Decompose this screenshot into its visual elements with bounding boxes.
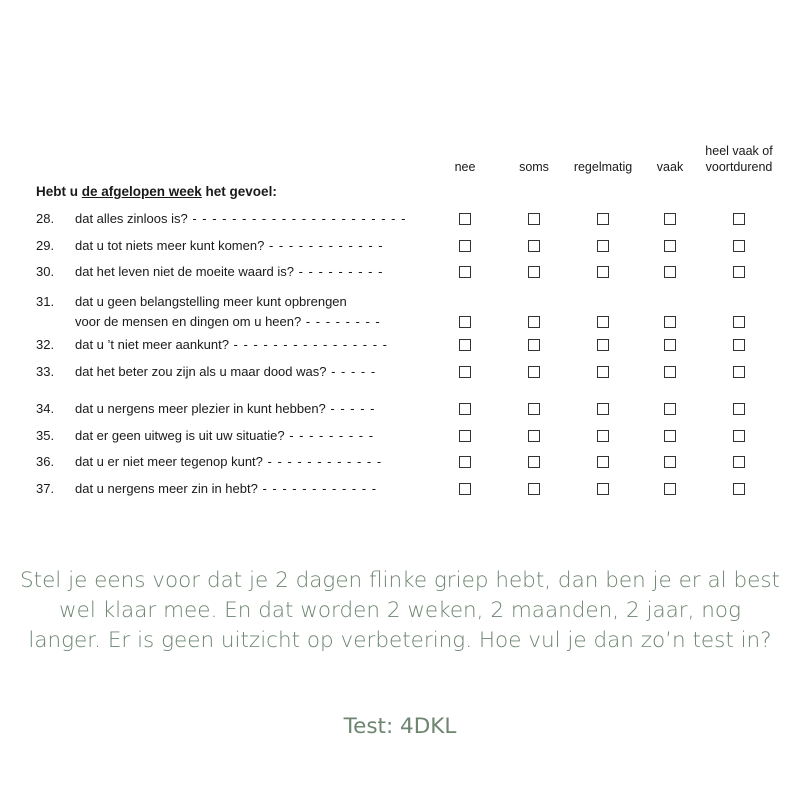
answer-checkbox-4[interactable] [664,456,676,468]
answer-checkbox-2[interactable] [528,430,540,442]
question-text-line: dat u nergens meer zin in hebt? - - - - - - - - - - - - [75,481,378,496]
column-header-line: regelmatig [573,160,633,174]
dotted-leader: - - - - - - - - [301,314,381,329]
column-header-line: vaak [656,160,684,174]
answer-checkbox-5[interactable] [733,316,745,328]
answer-checkbox-3[interactable] [597,430,609,442]
answer-checkbox-4[interactable] [664,483,676,495]
answer-checkbox-2[interactable] [528,483,540,495]
dotted-leader: - - - - - - - - - - - - [262,454,383,469]
question-text-line: dat u ’t niet meer aankunt? - - - - - - - - - - - - - - - - [75,337,388,352]
question-number: 33. [36,364,55,379]
answer-checkbox-4[interactable] [664,339,676,351]
answer-checkbox-5[interactable] [733,483,745,495]
question-number: 31. [36,294,55,309]
question-text-line: dat het beter zou zijn als u maar dood was? - - - - - [75,364,377,379]
answer-checkbox-1[interactable] [459,339,471,351]
answer-checkbox-4[interactable] [664,316,676,328]
question-text-line: dat het leven niet de moeite waard is? - - - - - - - - - [75,264,384,279]
question-text [75,362,376,382]
answer-checkbox-2[interactable] [528,316,540,328]
answer-checkbox-2[interactable] [528,339,540,351]
answer-checkbox-3[interactable] [597,316,609,328]
answer-checkbox-4[interactable] [664,266,676,278]
question-text-line: dat u geen belangstelling meer kunt opbrengen [75,294,347,309]
column-header-line: soms [519,160,549,174]
question-text [75,335,388,355]
answer-checkbox-3[interactable] [597,366,609,378]
question-number: 36. [36,454,55,469]
answer-checkbox-1[interactable] [459,483,471,495]
answer-checkbox-4[interactable] [664,366,676,378]
question-prompt: Hebt u de afgelopen week het gevoel: [36,184,277,199]
answer-checkbox-5[interactable] [733,403,745,415]
answer-checkbox-2[interactable] [528,266,540,278]
answer-checkbox-1[interactable] [459,456,471,468]
question-text-line: dat u tot niets meer kunt komen? - - - - - - - - - - - - [75,238,384,253]
answer-checkbox-1[interactable] [459,240,471,252]
column-header-line: heel vaak of [705,144,773,158]
question-text [75,479,377,499]
column-header-5 [705,143,772,175]
column-header-4 [657,159,683,175]
answer-checkbox-5[interactable] [733,366,745,378]
column-header-1 [455,159,476,175]
dotted-leader: - - - - - [325,401,376,416]
answer-checkbox-2[interactable] [528,456,540,468]
answer-checkbox-4[interactable] [664,430,676,442]
question-text [75,292,381,332]
answer-checkbox-1[interactable] [459,403,471,415]
answer-checkbox-5[interactable] [733,240,745,252]
question-number: 28. [36,211,55,226]
prompt-underlined-phrase: de afgelopen week [81,184,202,199]
answer-checkbox-5[interactable] [733,339,745,351]
answer-checkbox-1[interactable] [459,213,471,225]
dotted-leader: - - - - - [326,364,377,379]
answer-checkbox-1[interactable] [459,430,471,442]
question-number: 32. [36,337,55,352]
answer-checkbox-2[interactable] [528,403,540,415]
question-text [75,209,406,229]
answer-checkbox-4[interactable] [664,403,676,415]
question-text-line: voor de mensen en dingen om u heen? - - - - - - - - [75,314,381,329]
question-text-line: dat u nergens meer plezier in kunt hebben? - - - - - [75,401,376,416]
answer-checkbox-1[interactable] [459,266,471,278]
answer-checkbox-5[interactable] [733,213,745,225]
dotted-leader: - - - - - - - - - - - - [257,481,378,496]
column-header-3 [574,159,632,175]
answer-checkbox-5[interactable] [733,430,745,442]
answer-checkbox-3[interactable] [597,266,609,278]
column-header-line: voortdurend [705,160,773,174]
answer-checkbox-5[interactable] [733,266,745,278]
question-text [75,262,383,282]
answer-checkbox-2[interactable] [528,240,540,252]
answer-checkbox-5[interactable] [733,456,745,468]
question-number: 35. [36,428,55,443]
question-number: 30. [36,264,55,279]
answer-checkbox-3[interactable] [597,213,609,225]
answer-checkbox-3[interactable] [597,483,609,495]
dotted-leader: - - - - - - - - - [284,428,375,443]
question-number: 34. [36,401,55,416]
answer-checkbox-1[interactable] [459,316,471,328]
question-number: 29. [36,238,55,253]
answer-checkbox-4[interactable] [664,240,676,252]
question-text [75,452,382,472]
question-text [75,426,374,446]
dotted-leader: - - - - - - - - - - - - [264,238,384,253]
answer-checkbox-3[interactable] [597,339,609,351]
question-text [75,236,384,256]
answer-checkbox-2[interactable] [528,213,540,225]
question-text [75,399,376,419]
dotted-leader: - - - - - - - - - - - - - - - - - - - - - - [187,211,407,226]
answer-checkbox-1[interactable] [459,366,471,378]
test-label: Test: 4DKL [343,714,457,739]
dotted-leader: - - - - - - - - - - - - - - - - [228,337,388,352]
question-text-line: dat u er niet meer tegenop kunt? - - - - - - - - - - - - [75,454,383,469]
answer-checkbox-4[interactable] [664,213,676,225]
question-number: 37. [36,481,55,496]
column-header-line: nee [454,160,476,174]
answer-checkbox-3[interactable] [597,240,609,252]
answer-checkbox-3[interactable] [597,456,609,468]
question-text-line: dat alles zinloos is? - - - - - - - - - - - - - - - - - - - - - - [75,211,407,226]
answer-checkbox-2[interactable] [528,366,540,378]
question-text-line: dat er geen uitweg is uit uw situatie? - - - - - - - - - [75,428,375,443]
dotted-leader: - - - - - - - - - [293,264,384,279]
answer-checkbox-3[interactable] [597,403,609,415]
column-header-2 [519,159,549,175]
caption-text: Stel je eens voor dat je 2 dagen flinke griep hebt, dan ben je er al best wel klaar mee. En dat worden 2 weken, 2 maanden, 2 jaar, nog langer. Er is geen uitzicht op verbetering. Hoe vul je dan zo’n test in? [20,568,780,653]
